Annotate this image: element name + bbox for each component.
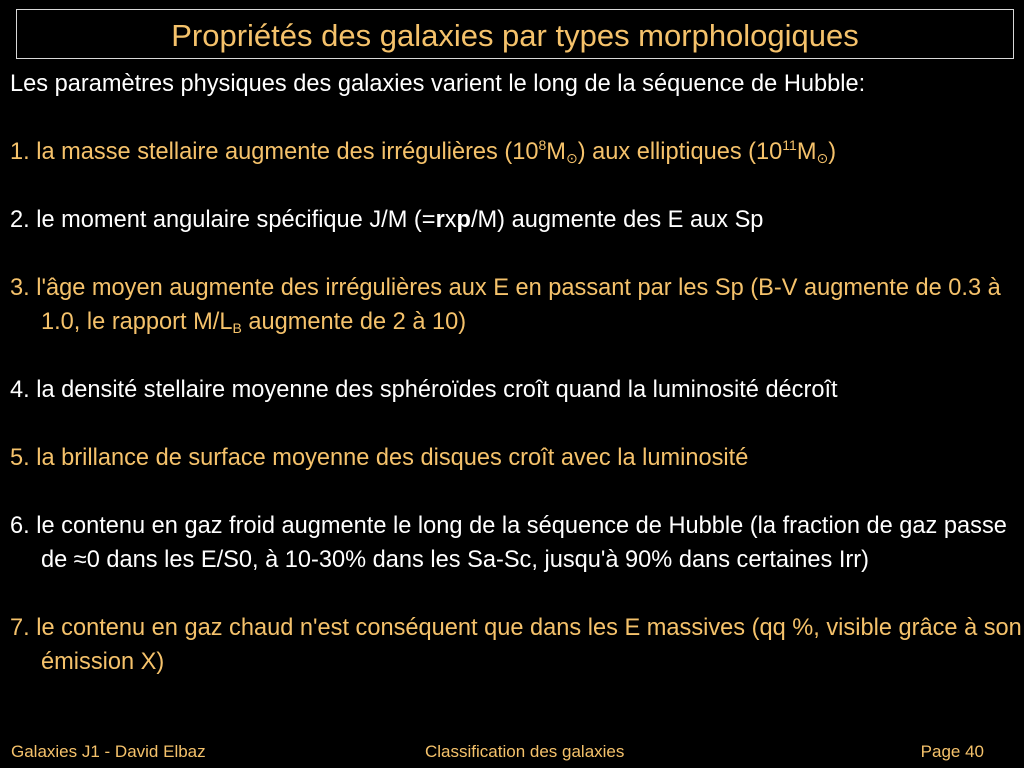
slide-footer [0,740,1024,768]
item-1-exp-11: 11 [782,137,797,153]
intro-paragraph [10,67,1022,101]
item-2-text-a: 2. le moment angulaire spécifique J/M (= [10,207,436,233]
item-7 [10,611,1022,679]
footer-page-number: Page 40 [920,742,984,761]
sun-symbol-icon: ⊙ [565,150,578,166]
slide-title-text: Propriétés des galaxies par types morphologiques [171,18,859,53]
item-6 [10,509,1022,577]
item-2-cross: x [444,207,457,233]
item-3-text-b: augmente de 2 à 10) [241,309,467,335]
item-2 [10,203,1022,237]
item-6-text: 6. le contenu en gaz froid augmente le long de la séquence de Hubble (la fraction de gaz passe de ≈0 dans les E/S0, à 10-30% dans les Sa-Sc, jusqu'à 90% dans certaines Irr) [10,513,1007,573]
intro-text: Les paramètres physiques des galaxies varient le long de la séquence de Hubble: [10,71,866,97]
item-1-text-b: M [546,139,566,165]
item-2-vector-p: p [456,207,471,233]
item-5 [10,441,1022,475]
item-3-text-a: 3. l'âge moyen augmente des irrégulières aux E en passant par les Sp (B-V augmente de 0.3 à 1.0, le rapport M/L [10,275,1001,335]
item-7-text: 7. le contenu en gaz chaud n'est conséquent que dans les E massives (qq %, visible grâce à son émission X) [10,615,1022,675]
item-5-text: 5. la brillance de surface moyenne des disques croît avec la luminosité [10,445,749,471]
item-4 [10,373,1022,407]
footer-author: Galaxies J1 - David Elbaz [11,742,206,761]
slide-title [16,9,1014,59]
item-1-text-a: 1. la masse stellaire augmente des irrégulières (10 [10,139,539,165]
slide-body [10,67,1022,713]
sun-symbol-icon: ⊙ [816,150,829,166]
item-1-text-e: ) [828,139,837,165]
item-3-sub-b: B [232,320,242,336]
item-1-exp-8: 8 [538,137,547,153]
footer-section: Classification des galaxies [425,742,625,761]
item-1 [10,135,1022,169]
item-1-text-c: ) aux elliptiques (10 [577,139,783,165]
item-3 [10,271,1022,339]
item-2-vector-r: r [435,207,445,233]
item-2-text-b: /M) augmente des E aux Sp [470,207,764,233]
item-1-text-d: M [796,139,817,165]
item-4-text: 4. la densité stellaire moyenne des sphéroïdes croît quand la luminosité décroît [10,377,838,403]
